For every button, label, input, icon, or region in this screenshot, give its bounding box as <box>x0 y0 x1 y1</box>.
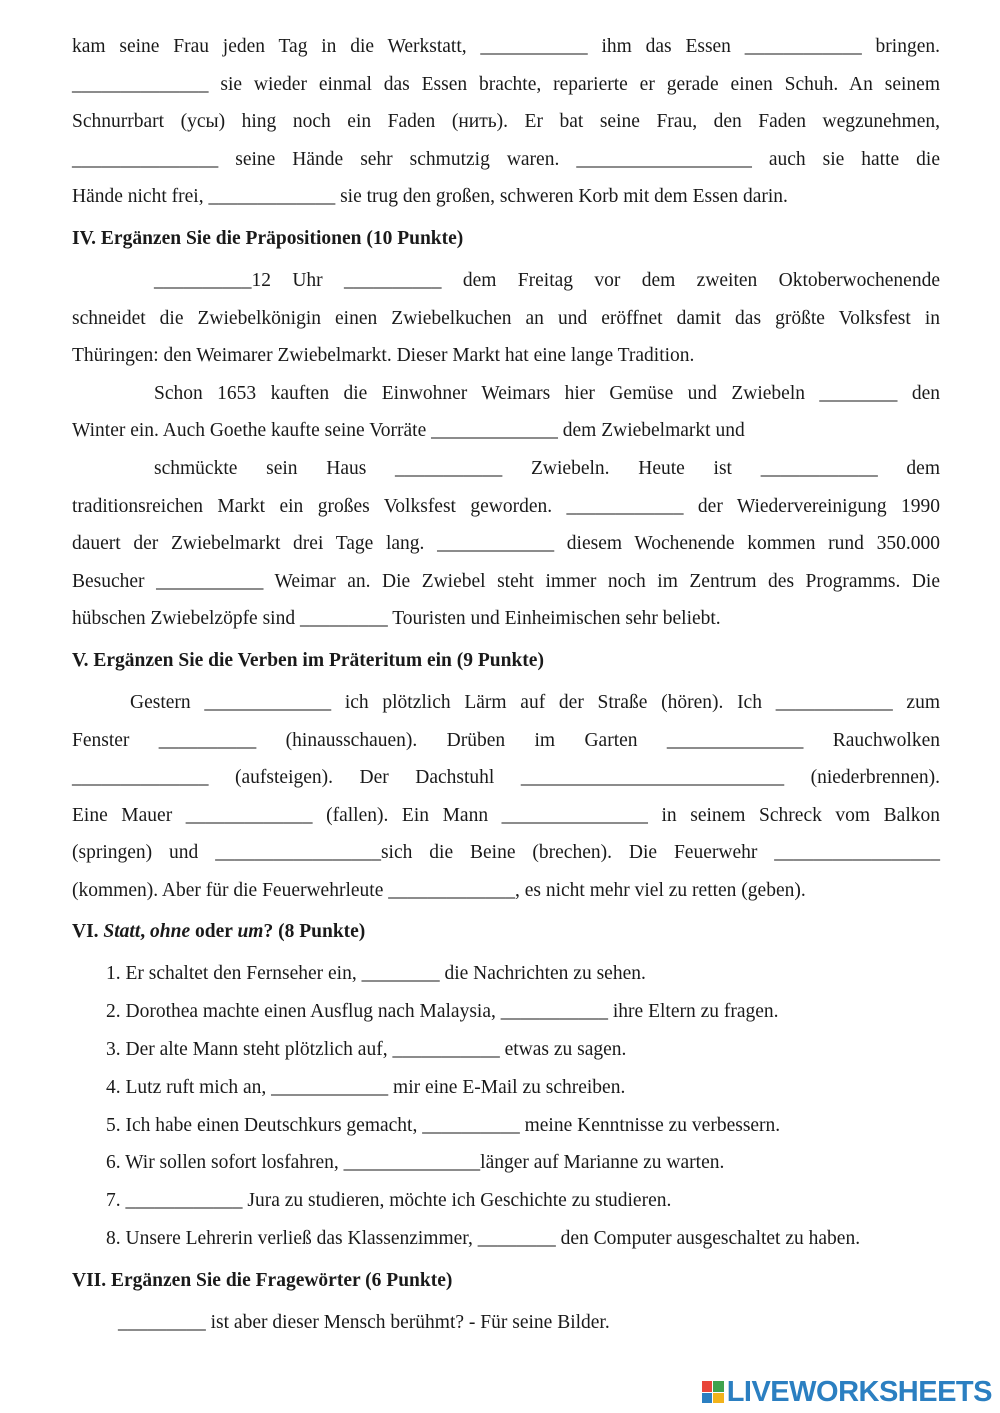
heading-comma: , <box>140 921 151 943</box>
text-line: schmückte sein Haus ___________ Zwiebeln. Heute ist ____________ dem <box>154 457 940 479</box>
text-line: _________ ist aber dieser Mensch berühmt? - Für seine Bilder. <box>118 1311 610 1333</box>
section-4-heading: IV. Ergänzen Sie die Präpositionen (10 Punkte) <box>72 227 464 249</box>
heading-word-um: um <box>237 921 264 943</box>
heading-suffix: ? (8 Punkte) <box>263 921 366 943</box>
heading-word-ohne: ohne <box>150 921 191 943</box>
heading-oder: oder <box>190 921 238 943</box>
logo-text: LIVEWORKSHEETS <box>726 1375 992 1408</box>
text-line: ______________ (aufsteigen). Der Dachstuhl ___________________________ (niederbrennen). <box>72 767 940 789</box>
list-item: 4. Lutz ruft mich an, ____________ mir eine E-Mail zu schreiben. <box>106 1076 626 1098</box>
text-line: Thüringen: den Weimarer Zwiebelmarkt. Dieser Markt hat eine lange Tradition. <box>72 345 695 367</box>
text-line: schneidet die Zwiebelkönigin einen Zwiebelkuchen an und eröffnet damit das größte Volksfest in <box>72 307 940 329</box>
section-5-heading: V. Ergänzen Sie die Verben im Präteritum ein (9 Punkte) <box>72 649 544 671</box>
text-line: __________12 Uhr __________ dem Freitag vor dem zweiten Oktoberwochenende <box>154 269 940 291</box>
text-line: dauert der Zwiebelmarkt drei Tage lang. ____________ diesem Wochenende kommen rund 350.000 <box>72 533 940 555</box>
section-3-continuation <box>72 28 940 216</box>
worksheet-page <box>72 28 940 1341</box>
list-item: 2. Dorothea machte einen Ausflug nach Malaysia, ___________ ihre Eltern zu fragen. <box>106 1001 779 1023</box>
logo-grid-icon <box>702 1381 724 1403</box>
text-line: Schon 1653 kauften die Einwohner Weimars hier Gemüse und Zwiebeln ________ den <box>154 382 940 404</box>
text-line: ______________ sie wieder einmal das Essen brachte, reparierte er gerade einen Schuh. An seinem <box>72 73 940 95</box>
text-line: Schnurrbart (усы) hing noch ein Faden (нить). Er bat seine Frau, den Faden wegzunehmen, <box>72 111 940 133</box>
text-line: Besucher ___________ Weimar an. Die Zwiebel steht immer noch im Zentrum des Programms. Die <box>72 570 940 592</box>
section-5-text <box>72 684 940 910</box>
list-item: 5. Ich habe einen Deutschkurs gemacht, __________ meine Kenntnisse zu verbessern. <box>106 1114 781 1136</box>
text-line: traditionsreichen Markt ein großes Volksfest geworden. ____________ der Wiedervereinigung 1990 <box>72 495 940 517</box>
text-line: _______________ seine Hände sehr schmutzig waren. __________________ auch sie hatte die <box>72 148 940 170</box>
text-line: Eine Mauer _____________ (fallen). Ein Mann _______________ in seinem Schreck vom Balkon <box>72 804 940 826</box>
heading-prefix: VI. <box>72 921 104 943</box>
text-line: Hände nicht frei, _____________ sie trug den großen, schweren Korb mit dem Essen darin. <box>72 186 788 208</box>
list-item: 7. ____________ Jura zu studieren, möchte ich Geschichte zu studieren. <box>106 1190 672 1212</box>
list-item: 6. Wir sollen sofort losfahren, ______________länger auf Marianne zu warten. <box>106 1152 725 1174</box>
list-item: 3. Der alte Mann steht plötzlich auf, ___________ etwas zu sagen. <box>106 1039 627 1061</box>
list-item: 1. Er schaltet den Fernseher ein, ________ die Nachrichten zu sehen. <box>106 963 646 985</box>
section-4-text <box>72 262 940 638</box>
text-line: (kommen). Aber für die Feuerwehrleute _____________, es nicht mehr viel zu retten (geben). <box>72 879 806 901</box>
text-line: Fenster __________ (hinausschauen). Drüben im Garten ______________ Rauchwolken <box>72 729 940 751</box>
liveworksheets-logo <box>702 1377 992 1407</box>
heading-word-statt: Statt <box>103 921 141 943</box>
text-line: (springen) und _________________sich die Beine (brechen). Die Feuerwehr _________________ <box>72 842 940 864</box>
text-line: Winter ein. Auch Goethe kaufte seine Vorräte _____________ dem Zwiebelmarkt und <box>72 420 745 442</box>
text-line: Gestern _____________ ich plötzlich Lärm auf der Straße (hören). Ich ____________ zum <box>130 691 940 713</box>
list-item: 8. Unsere Lehrerin verließ das Klassenzimmer, ________ den Computer ausgeschaltet zu haben. <box>106 1228 861 1250</box>
section-6-heading <box>72 909 940 955</box>
text-line: hübschen Zwiebelzöpfe sind _________ Touristen und Einheimischen sehr beliebt. <box>72 608 721 630</box>
section-7-heading: VII. Ergänzen Sie die Fragewörter (6 Punkte) <box>72 1269 453 1291</box>
section-6-list <box>72 955 940 1257</box>
text-line: kam seine Frau jeden Tag in die Werkstatt, ___________ ihm das Essen ____________ bringen. <box>72 36 940 57</box>
